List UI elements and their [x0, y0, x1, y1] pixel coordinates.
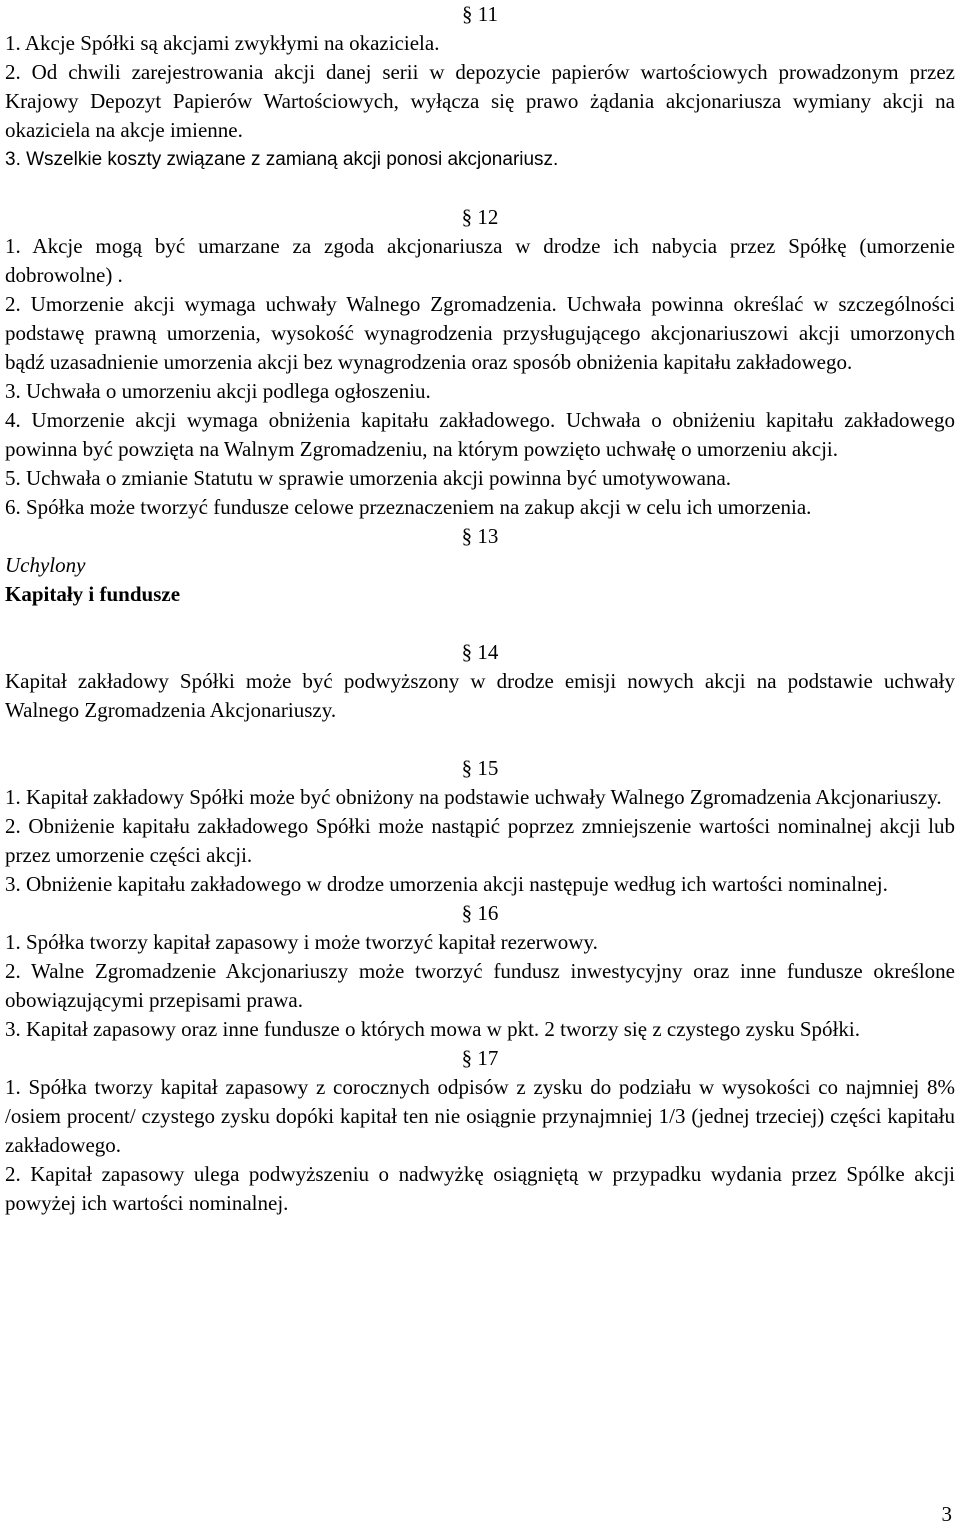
section-14-heading: § 14 — [461, 640, 499, 664]
section-15-heading: § 15 — [461, 756, 499, 780]
paragraph-12-1: 1. Akcje mogą być umarzane za zgoda akcjonariusza w drodze ich nabycia przez Spółkę (umorzenie dobrowolne) . — [5, 234, 955, 287]
paragraph-12-2: 2. Umorzenie akcji wymaga uchwały Walnego Zgromadzenia. Uchwała powinna określać w szczególności podstawę prawną umorzenia, wysokość wynagrodzenia przysługującego akcjonariuszowi akcji umorzonych bądź uzasadnienie umorzenia akcji bez wynagrodzenia oraz sposób obniżenia kapitału zakładowego. — [5, 292, 955, 374]
paragraph-13: Uchylony — [5, 553, 86, 577]
paragraph-12-5: 5. Uchwała o zmianie Statutu w sprawie umorzenia akcji powinna być umotywowana. — [5, 466, 732, 490]
paragraph-16-2: 2. Walne Zgromadzenie Akcjonariuszy może tworzyć fundusz inwestycyjny oraz inne fundusze określone obowiązującymi przepisami prawa. — [5, 959, 955, 1012]
paragraph-12-6: 6. Spółka może tworzyć fundusze celowe przeznaczeniem na zakup akcji w celu ich umorzenia. — [5, 495, 812, 519]
section-11-heading: § 11 — [462, 2, 498, 26]
section-16-heading: § 16 — [461, 901, 499, 925]
page-number: 3 — [941, 1502, 952, 1526]
section-13-heading: § 13 — [461, 524, 499, 548]
paragraph-11-1: 1. Akcje Spółki są akcjami zwykłymi na okaziciela. — [5, 31, 440, 55]
paragraph-12-3: 3. Uchwała o umorzeniu akcji podlega ogłoszeniu. — [5, 379, 431, 403]
section-12-heading: § 12 — [461, 205, 499, 229]
paragraph-17-1: 1. Spółka tworzy kapitał zapasowy z corocznych odpisów z zysku do podziału w wysokości co najmniej 8% /osiem procent/ czystego zysku dopóki kapitał ten nie osiągnie przynajmniej 1/3 (jednej trzeciej) części kapitału zakładowego. — [5, 1075, 955, 1157]
paragraph-11-2: 2. Od chwili zarejestrowania akcji danej serii w depozycie papierów wartościowych prowadzonym przez Krajowy Depozyt Papierów Wartościowych, wyłącza się prawo żądania akcjonariusza wymiany akcji na okaziciela na akcje imienne. — [5, 60, 955, 142]
paragraph-14: Kapitał zakładowy Spółki może być podwyższony w drodze emisji nowych akcji na podstawie uchwały Walnego Zgromadzenia Akcjonariuszy. — [5, 669, 955, 722]
paragraph-16-1: 1. Spółka tworzy kapitał zapasowy i może tworzyć kapitał rezerwowy. — [5, 930, 598, 954]
document-page — [5, 0, 955, 1218]
paragraph-16-3: 3. Kapitał zapasowy oraz inne fundusze o których mowa w pkt. 2 tworzy się z czystego zysku Spółki. — [5, 1017, 860, 1041]
section-17-heading: § 17 — [461, 1046, 499, 1070]
paragraph-15-2: 2. Obniżenie kapitału zakładowego Spółki może nastąpić poprzez zmniejszenie wartości nominalnej akcji lub przez umorzenie części akcji. — [5, 814, 955, 867]
paragraph-17-2: 2. Kapitał zapasowy ulega podwyższeniu o nadwyżkę osiągniętą w przypadku wydania przez Spólke akcji powyżej ich wartości nominalnej. — [5, 1162, 955, 1215]
chapter-heading: Kapitały i fundusze — [5, 582, 181, 606]
paragraph-11-3: 3. Wszelkie koszty związane z zamianą akcji ponosi akcjonariusz. — [5, 149, 559, 170]
paragraph-15-3: 3. Obniżenie kapitału zakładowego w drodze umorzenia akcji następuje według ich wartości nominalnej. — [5, 872, 888, 896]
paragraph-12-4: 4. Umorzenie akcji wymaga obniżenia kapitału zakładowego. Uchwała o obniżeniu kapitału zakładowego powinna być powzięta na Walnym Zgromadzeniu, na którym powzięto uchwałę o umorzeniu akcji. — [5, 408, 955, 461]
paragraph-15-1: 1. Kapitał zakładowy Spółki może być obniżony na podstawie uchwały Walnego Zgromadzenia Akcjonariuszy. — [5, 785, 942, 809]
